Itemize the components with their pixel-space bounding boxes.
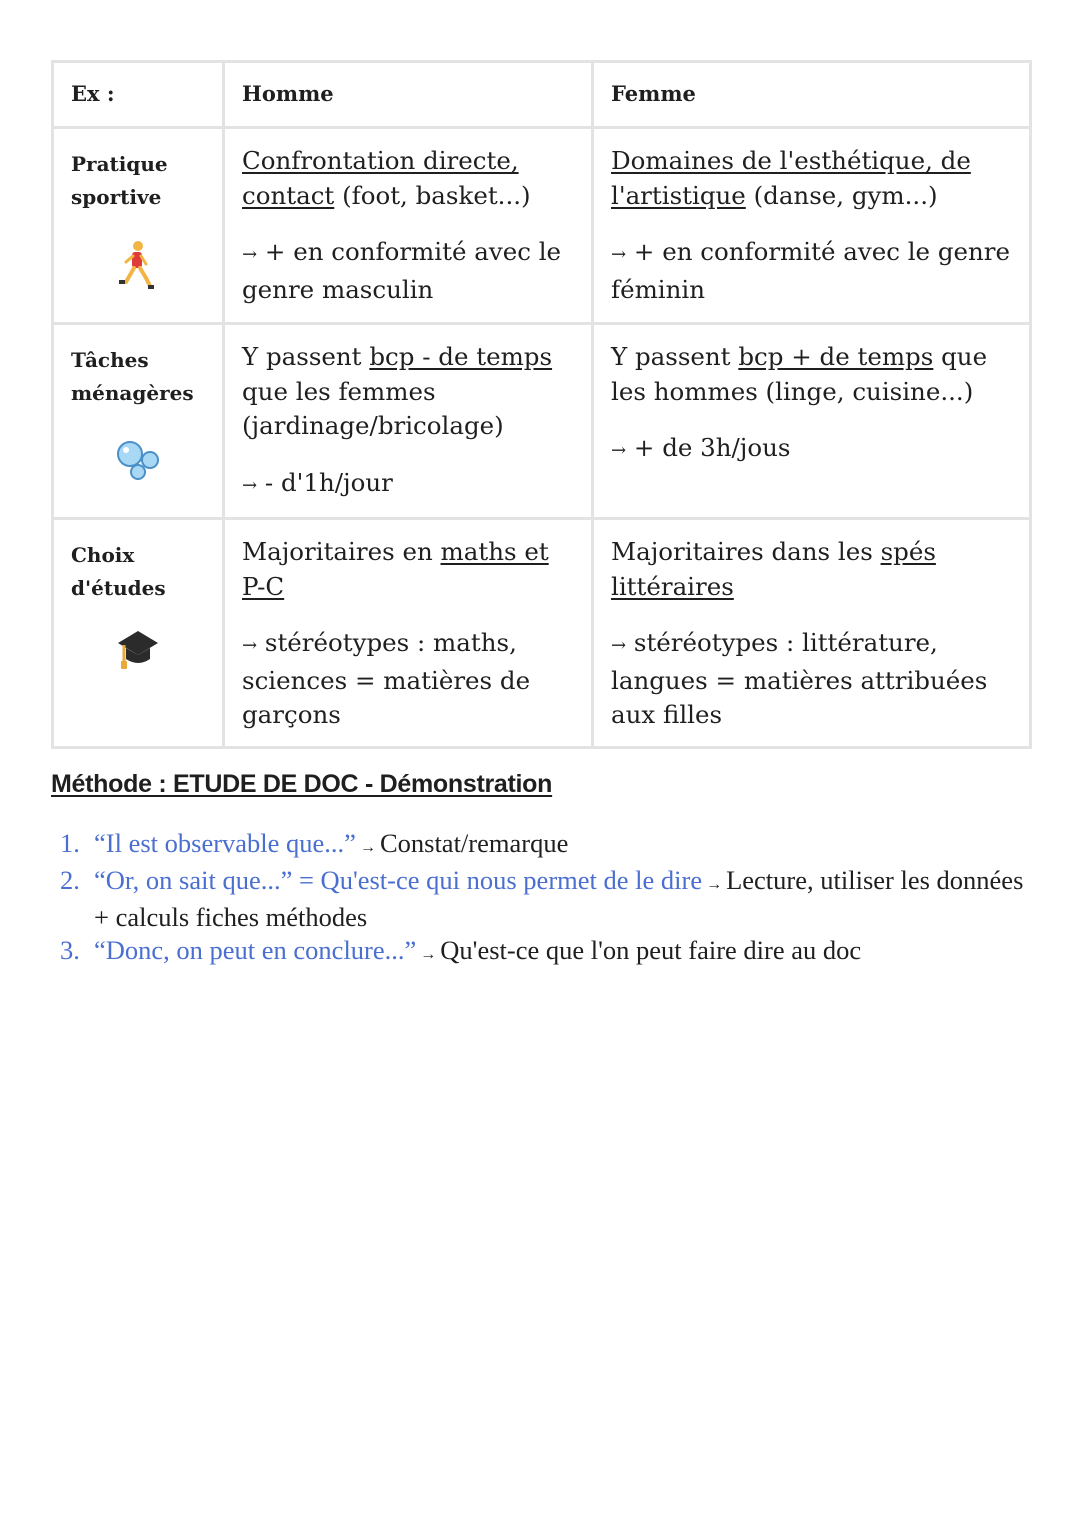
category-label: d'études: [71, 576, 166, 600]
step-text: Qu'est-ce que l'on peut faire dire au doc: [440, 935, 862, 965]
note-text: stéréotypes : maths, sciences = matières de garçons: [242, 628, 531, 729]
note-text: + de 3h/jous: [626, 433, 791, 462]
homme-cell: [224, 128, 593, 324]
note-text: + en conformité avec le genre féminin: [611, 237, 1010, 304]
femme-cell: [593, 324, 1031, 519]
arrow-icon: →: [611, 244, 627, 265]
bubbles-icon: [116, 440, 162, 482]
list-item: [60, 934, 1040, 971]
step-number: 3.: [60, 935, 80, 965]
arrow-icon: →: [242, 635, 258, 656]
underlined-text: spés littéraires: [611, 537, 936, 601]
method-steps-list: [60, 827, 1040, 971]
header-homme: Homme: [224, 62, 593, 128]
list-item: [60, 827, 1040, 864]
arrow-icon: →: [242, 244, 258, 265]
method-heading: Méthode : ETUDE DE DOC - Démonstration: [51, 770, 553, 798]
category-label: ménagères: [71, 381, 194, 405]
cell-text: Majoritaires en: [242, 537, 441, 566]
homme-cell: [224, 519, 593, 748]
underlined-text: Confrontation directe, contact: [242, 146, 519, 210]
homme-cell: [224, 324, 593, 519]
note-text: stéréotypes : littérature, langues = matières attribuées aux filles: [611, 628, 988, 729]
cell-text: Y passent: [611, 342, 739, 371]
arrow-icon: →: [611, 635, 627, 656]
underlined-text: Domaines de l'esthétique, de l'artistique: [611, 146, 971, 210]
underlined-text: bcp + de temps: [738, 342, 934, 371]
step-quote: “Il est observable que...”: [94, 828, 356, 858]
underlined-text: bcp - de temps: [369, 342, 553, 371]
table-header-row: [53, 62, 1031, 128]
category-label: Choix: [71, 543, 135, 567]
cell-text: Y passent: [242, 342, 370, 371]
note-text: - d'1h/jour: [257, 467, 393, 497]
header-ex: Ex :: [53, 62, 224, 128]
table-row: [53, 128, 1031, 324]
step-number: 2.: [60, 865, 80, 895]
step-quote: “Donc, on peut en conclure...”: [94, 935, 417, 965]
comparison-table: [51, 60, 1032, 749]
underlined-text: maths et P-C: [242, 537, 549, 601]
arrow-icon: →: [416, 946, 441, 963]
step-number: 1.: [60, 828, 80, 858]
category-cell: [53, 128, 224, 324]
category-label: sportive: [71, 185, 162, 209]
arrow-icon: →: [242, 474, 258, 496]
category-cell: [53, 324, 224, 519]
note-text: + en conformité avec le genre masculin: [242, 237, 562, 304]
cell-text: que les femmes (jardinage/bricolage): [242, 376, 504, 440]
table-row: [53, 324, 1031, 519]
femme-cell: [593, 519, 1031, 748]
list-item: [60, 864, 1040, 934]
table-row: [53, 519, 1031, 748]
cell-text: Majoritaires dans les: [611, 537, 881, 566]
header-femme: Femme: [593, 62, 1031, 128]
category-cell: [53, 519, 224, 748]
category-label: Pratique: [71, 152, 168, 176]
cell-text: (foot, basket...): [334, 180, 531, 210]
step-text: Constat/remarque: [379, 828, 569, 858]
step-quote: “Or, on sait que...” = Qu'est-ce qui nous permet de le dire: [94, 865, 703, 895]
arrow-icon: →: [611, 440, 627, 461]
graduation-cap-icon: [116, 629, 160, 671]
arrow-icon: →: [355, 839, 380, 856]
comparison-table-wrapper: [51, 60, 1029, 749]
category-label: Tâches: [71, 348, 149, 372]
runner-icon: [116, 240, 158, 292]
cell-text: que les hommes (linge, cuisine...): [611, 342, 988, 406]
arrow-icon: →: [702, 876, 727, 893]
cell-text: (danse, gym...): [745, 180, 938, 210]
step-text: Lecture, utiliser les données + calculs fiches méthodes: [94, 865, 1024, 932]
femme-cell: [593, 128, 1031, 324]
